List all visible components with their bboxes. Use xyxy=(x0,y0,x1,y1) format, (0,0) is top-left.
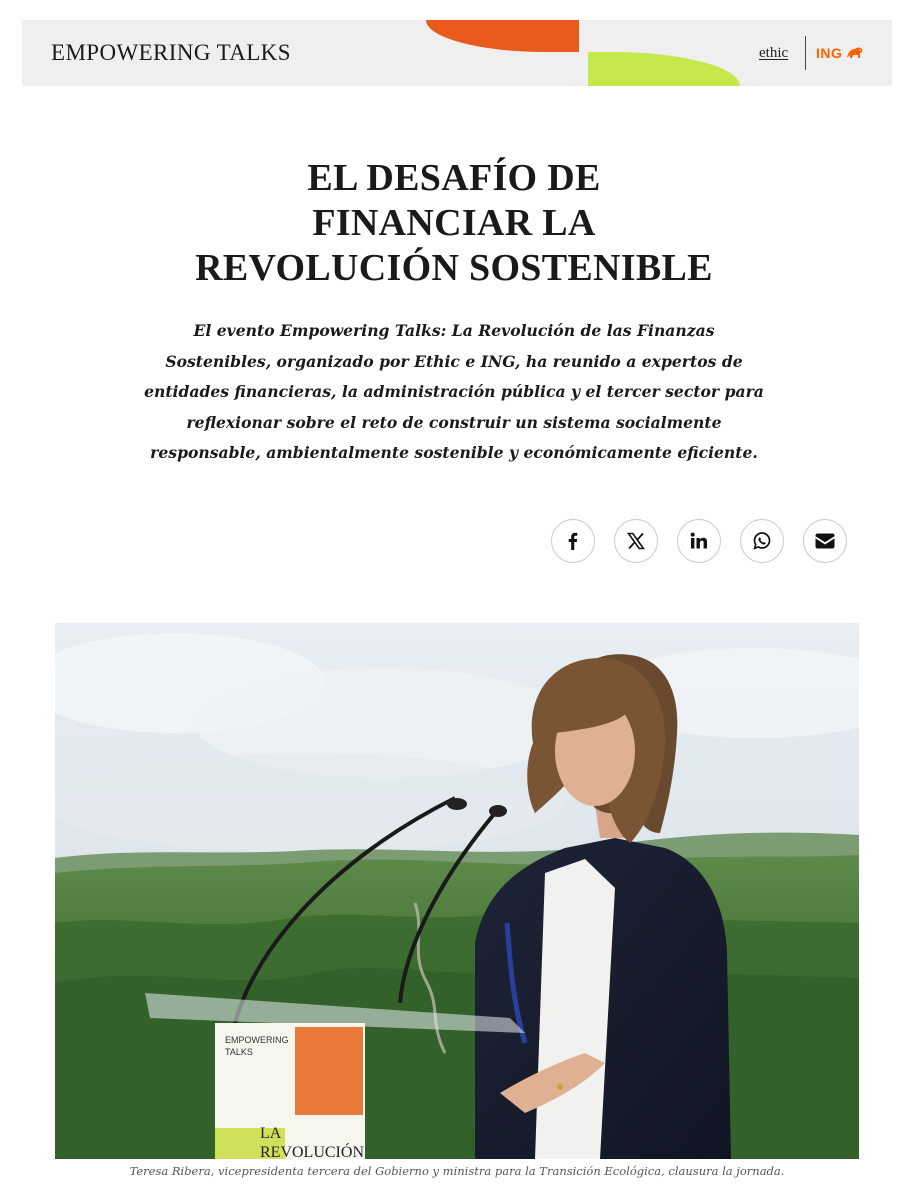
title-line: FINANCIAR LA xyxy=(312,202,596,244)
decor-orange-shape xyxy=(426,20,579,52)
share-email-button[interactable] xyxy=(803,519,847,563)
ing-logo-text: ING xyxy=(816,45,843,61)
x-icon xyxy=(627,532,645,550)
title-line: EL DESAFÍO DE xyxy=(307,157,601,199)
photo-caption: Teresa Ribera, vicepresidenta tercera del Gobierno y ministra para la Transición Ecológica, clausura la jornada. xyxy=(129,1164,785,1178)
ing-logo[interactable] xyxy=(816,45,865,61)
photo-illustration xyxy=(55,623,859,1159)
logo-divider xyxy=(805,36,806,70)
site-brand[interactable]: EMPOWERING TALKS xyxy=(51,40,291,65)
article-title xyxy=(100,156,808,291)
share-facebook-button[interactable] xyxy=(551,519,595,563)
site-header xyxy=(22,20,892,86)
share-linkedin-button[interactable] xyxy=(677,519,721,563)
podium-text: REVOLUCIÓN xyxy=(260,1144,364,1159)
whatsapp-icon xyxy=(751,530,773,552)
podium-text: LA xyxy=(260,1125,282,1142)
podium-text: EMPOWERING xyxy=(225,1035,289,1045)
share-whatsapp-button[interactable] xyxy=(740,519,784,563)
article-lead: El evento Empowering Talks: La Revolución de las Finanzas Sostenibles, organizado por Ethic e ING, ha reunido a expertos de entidades financieras, la administración pública y el tercer sector para reflexionar sobre el reto de construir un sistema socialmente responsable, ambientalmente sostenible y económicamente eficiente. xyxy=(144,321,764,462)
facebook-icon xyxy=(563,531,583,551)
email-icon xyxy=(814,532,836,550)
decor-green-shape xyxy=(588,52,740,86)
title-line: REVOLUCIÓN SOSTENIBLE xyxy=(195,247,713,289)
ethic-logo[interactable]: ethic xyxy=(759,45,789,61)
podium-text: TALKS xyxy=(225,1047,253,1057)
share-bar xyxy=(551,519,847,563)
share-x-button[interactable] xyxy=(614,519,658,563)
article-photo xyxy=(55,623,859,1159)
linkedin-icon xyxy=(689,531,709,551)
lion-icon xyxy=(845,45,865,61)
